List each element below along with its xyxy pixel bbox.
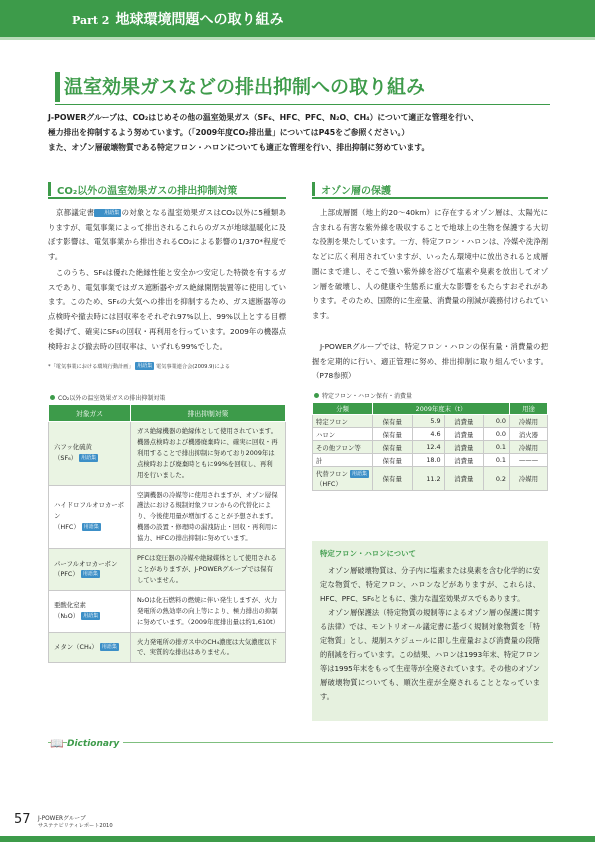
category-cell xyxy=(313,467,373,491)
header-title-text: 地球環境問題への取り組み xyxy=(115,12,284,28)
category-name: 代替フロン xyxy=(316,469,348,478)
measure-cell: PFCは変圧器の冷媒や絶縁媒体として使用されることがありますが、J-POWERグループでは保有していません。 xyxy=(131,549,286,591)
consumed-value: 0.2 xyxy=(484,467,510,491)
cfc-halon-table xyxy=(312,402,548,491)
glossary-badge[interactable]: 用語集 xyxy=(101,643,117,650)
page-header xyxy=(0,0,595,37)
held-value: 12.4 xyxy=(412,441,444,454)
consumed-value: 0.0 xyxy=(484,428,510,441)
table-row xyxy=(49,632,286,663)
publisher-name: J-POWERグループ xyxy=(38,816,86,822)
caption-dot-icon xyxy=(50,395,55,400)
info-box-paragraph-2: オゾン層保護法（特定物質の規制等によるオゾン層の保護に関する法律）では、モントリオール議定書に基づく規制対象物質を「特定物質」とし、規制スケジュールに即し生産量および消費量の段階的削減を行っています。この結果、ハロンは1993年末、特定フロン等は1995年末をもって生産等が全廃されています。その他のオゾン層破壊物質についても、順次生産が全廃されることとなっています。 xyxy=(320,608,540,701)
table-row xyxy=(313,467,548,491)
right-paragraph-2: J-POWERグループでは、特定フロン・ハロンの保有量・消費量の把握を定期的に行い、適正管理に努め、排出抑制に取り組んでいます。（P78参照） xyxy=(312,342,548,381)
gas-cell xyxy=(49,549,131,591)
right-section-heading-text: オゾン層の保護 xyxy=(321,186,391,197)
table1-caption-text: CO₂以外の温室効果ガスの排出抑制対策 xyxy=(58,395,166,402)
held-label: 保有量 xyxy=(373,454,413,467)
table-row xyxy=(49,590,286,632)
title-rule xyxy=(55,104,550,105)
table-row xyxy=(313,441,548,454)
measure-cell: N₂Oは化石燃料の燃焼に伴い発生しますが、火力発電所の熱効率の向上等により、極力排出の抑制に努めています。（2009年度排出量は約1,610t） xyxy=(131,590,286,632)
held-label: 保有量 xyxy=(373,441,413,454)
glossary-badge[interactable]: 用語集 xyxy=(137,363,153,369)
use-cell: 冷媒用 xyxy=(510,441,548,454)
report-name: サステナビリティレポート2010 xyxy=(38,823,113,829)
gas-name: 六フッ化硫黄 xyxy=(54,443,92,452)
right-paragraph-1: 上部成層圏（地上約20〜40km）に存在するオゾン層は、太陽光に含まれる有害な紫外線を吸収することで地球上の生物を保護する大切な役割を果たしています。一方、特定フロン・ハロンは、冷媒や洗浄剤などに広く利用されていますが、いったん環境中に放出されると成層圏にまで達し、そこで強い紫外線を浴びて塩素や臭素を放出してオゾン層を破壊し、人の健康や生態系に重大な影響をもたらすおそれがあります。そのため、国際的に生産量、消費量の削減が義務付けられています。 xyxy=(312,208,548,320)
intro-line-2: 極力排出を抑制するよう努めています。（「2009年度CO₂排出量」についてはP45をご参照ください。） xyxy=(48,128,410,137)
table2-header-year: 2009年度末（t） xyxy=(373,403,510,415)
left-section-heading xyxy=(48,180,286,199)
table-row xyxy=(313,428,548,441)
book-icon: 📖 xyxy=(50,737,64,750)
consumed-value: 0.1 xyxy=(484,454,510,467)
glossary-badge[interactable]: 用語集 xyxy=(81,455,97,462)
consumed-value: 0.0 xyxy=(484,415,510,428)
gas-cell xyxy=(49,632,131,663)
use-cell: ——— xyxy=(510,454,548,467)
table1-header-measure: 排出抑制対策 xyxy=(131,405,286,422)
table-row xyxy=(49,485,286,549)
gas-cell xyxy=(49,422,131,486)
glossary-badge[interactable]: 用語集 xyxy=(83,524,99,531)
gas-cell xyxy=(49,485,131,549)
gas-formula: （HFC） xyxy=(54,523,80,532)
footnote-source: *「電気事業における環境行動計画」 xyxy=(48,364,134,370)
header-title xyxy=(72,9,283,29)
category-cell: ハロン xyxy=(313,428,373,441)
consumed-label: 消費量 xyxy=(444,428,484,441)
measure-cell: 空調機器の冷媒等に使用されますが、オゾン層保護法における規制対象フロンからの代替化により、今後使用量が増加することが予想されます。機器の設置・修理時の漏洩防止・回収・再利用に協力、HFCの排出抑制に努めています。 xyxy=(131,485,286,549)
page-title: 温室効果ガスなどの排出抑制への取り組み xyxy=(64,76,426,98)
use-cell: 冷媒用 xyxy=(510,467,548,491)
right-section-heading xyxy=(312,180,548,199)
left-paragraph-2: このうち、SF₆は優れた絶縁性能と安全かつ安定した特徴を有するガスであり、電気事業ではガス遮断器やガス絶縁開閉装置等に使用しています。このため、SF₆の大気への排出を抑制するため、ガス遮断器等の点検時や撤去時には回収率をそれぞれ97%以上、99%以上とする目標を掲げて、確実にSF₆の回収・再利用を行っています。2009年の機器点検時および撤去時の回収率は、いずれも99%でした。 xyxy=(48,268,286,351)
measure-cell: ガス絶縁機器の絶縁体として使用されています。機器点検時および機器廃棄時に、確実に回収・再利用することで排出抑制に努めており2009年は点検時および廃棄時ともに99%を回収し、再利用を行いました。 xyxy=(131,422,286,486)
intro-paragraph xyxy=(48,110,553,155)
gas-name: 亜酸化窒素 xyxy=(54,601,86,610)
consumed-label: 消費量 xyxy=(444,467,484,491)
held-value: 5.9 xyxy=(412,415,444,428)
use-cell: 消火器 xyxy=(510,428,548,441)
gas-name: パーフルオロカーボン xyxy=(54,559,118,568)
footnote xyxy=(48,362,230,370)
left-paragraph-1 xyxy=(48,206,286,265)
held-label: 保有量 xyxy=(373,428,413,441)
held-value: 18.0 xyxy=(412,454,444,467)
intro-line-3: また、オゾン層破壊物質である特定フロン・ハロンについても適正な管理を行い、排出抑制に努めています。 xyxy=(48,143,430,152)
held-value: 11.2 xyxy=(412,467,444,491)
held-label: 保有量 xyxy=(373,415,413,428)
dictionary-rule xyxy=(48,742,553,743)
table2-caption-text: 特定フロン・ハロン保有・消費量 xyxy=(322,393,413,400)
header-part: Part 2 xyxy=(72,14,110,27)
header-stripe xyxy=(0,37,595,40)
held-label: 保有量 xyxy=(373,467,413,491)
left-section-heading-text: CO₂以外の温室効果ガスの排出抑制対策 xyxy=(57,186,238,197)
table-row xyxy=(49,422,286,486)
footnote-org: 電気事業連合会(2009.9)による xyxy=(155,364,231,370)
left-paragraph-1-text: の対象となる温室効果ガスはCO₂以外に5種類ありますが、電気事業によって排出されるこれらのガスが地球温暖化に及ぼす影響は、電気事業から排出されるCO₂による影響の1/370*程度です。 xyxy=(48,208,286,262)
heading-bar xyxy=(312,182,315,196)
table2-header-category: 分類 xyxy=(313,403,373,415)
intro-line-1: J-POWERグループは、CO₂はじめその他の温室効果ガス（SF₆、HFC、PFC、N₂O、CH₄）について適正な管理を行い、 xyxy=(48,113,479,122)
info-box-title: 特定フロン・ハロンについて xyxy=(320,549,416,558)
table2-header-use: 用途 xyxy=(510,403,548,415)
dictionary-label: Dictionary xyxy=(67,739,123,749)
footer-bar xyxy=(0,836,595,842)
info-box xyxy=(312,541,548,721)
gas-name: メタン（CH₄） xyxy=(54,642,98,651)
category-formula: （HFC） xyxy=(316,479,342,488)
title-accent-bar xyxy=(55,72,60,102)
heading-bar xyxy=(48,182,51,196)
gas-cell xyxy=(49,590,131,632)
glossary-badge[interactable]: 用語集 xyxy=(83,613,99,620)
consumed-label: 消費量 xyxy=(444,454,484,467)
table2-caption xyxy=(314,391,412,400)
ghg-measures-table xyxy=(48,404,286,663)
page-number: 57 xyxy=(14,812,31,827)
held-value: 4.6 xyxy=(412,428,444,441)
info-box-text xyxy=(320,564,540,704)
category-cell: 特定フロン xyxy=(313,415,373,428)
category-cell: その他フロン等 xyxy=(313,441,373,454)
gas-name: ハイドロフルオロカーボン xyxy=(54,501,125,521)
kyoto-protocol-term: 京都議定書 xyxy=(56,208,95,217)
glossary-badge[interactable]: 用語集 xyxy=(352,470,368,477)
consumed-label: 消費量 xyxy=(444,415,484,428)
gas-formula: （PFC） xyxy=(54,570,79,579)
measure-cell: 火力発電所の排ガス中のCH₄濃度は大気濃度以下で、実質的な排出はありません。 xyxy=(131,632,286,663)
category-cell: 計 xyxy=(313,454,373,467)
table-row xyxy=(49,549,286,591)
gas-formula: （SF₆） xyxy=(54,454,78,463)
consumed-value: 0.1 xyxy=(484,441,510,454)
glossary-badge[interactable]: 用語集 xyxy=(82,571,98,578)
table-row xyxy=(313,454,548,467)
use-cell: 冷媒用 xyxy=(510,415,548,428)
caption-dot-icon xyxy=(314,393,319,398)
table-row xyxy=(313,415,548,428)
table1-header-gas: 対象ガス xyxy=(49,405,131,422)
gas-formula: （N₂O） xyxy=(54,612,80,621)
consumed-label: 消費量 xyxy=(444,441,484,454)
glossary-badge[interactable]: 用語集 xyxy=(94,209,121,217)
table1-caption xyxy=(50,393,165,402)
info-box-paragraph-1: オゾン層破壊物質は、分子内に塩素または臭素を含む化学的に安定な物質で、特定フロン、ハロンなどがありますが、これらは、HFC、PFC、SF₆とともに、強力な温室効果ガスでもあります。 xyxy=(320,566,540,603)
